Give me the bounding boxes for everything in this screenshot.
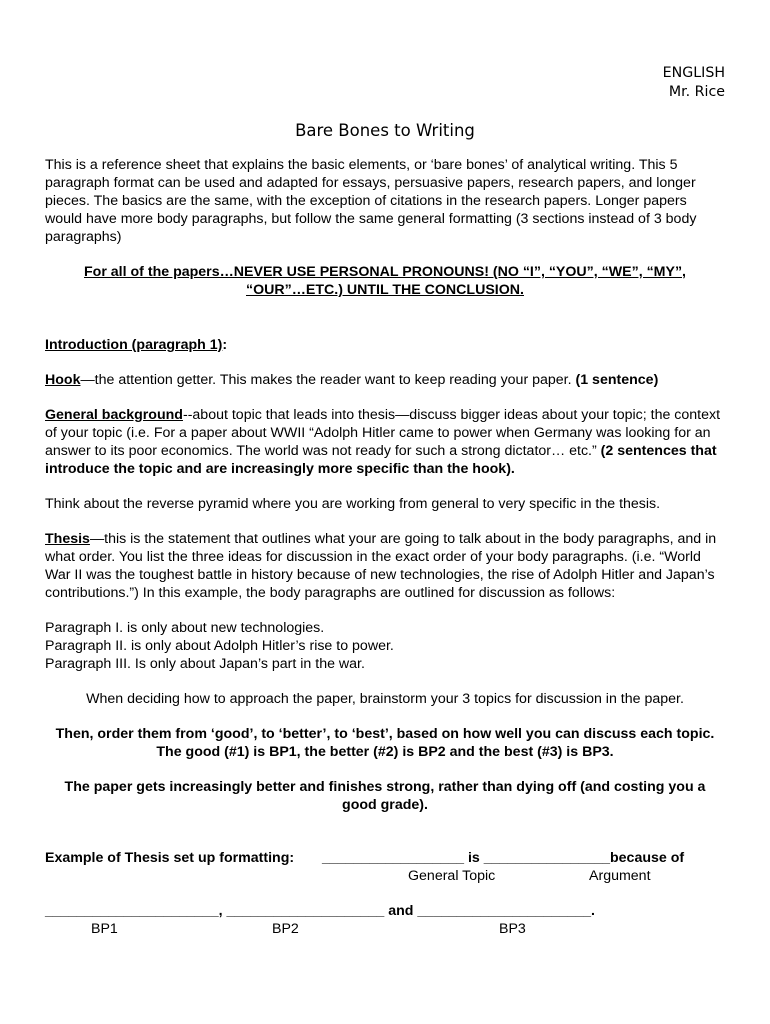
list-item: Paragraph III. Is only about Japan’s part in the war. (45, 656, 365, 672)
thesis-example-label: Example of Thesis set up formatting: (45, 850, 295, 866)
hook-emphasis: (1 sentence) (575, 372, 659, 388)
pronoun-warning-tail: . (520, 282, 524, 298)
general-topic-caption: General Topic (408, 868, 496, 884)
pyramid-note: Think about the reverse pyramid where you are working from general to very specific in the thesis. (45, 496, 661, 512)
bp3-caption: BP3 (499, 921, 526, 937)
thesis-term: Thesis (45, 531, 90, 547)
header-block (45, 64, 725, 102)
is-word: is (464, 850, 484, 866)
blank-general-topic: __________________ (322, 850, 465, 866)
comma-word: , (218, 903, 223, 919)
because-of-word: because of (610, 850, 685, 866)
strong-finish-note: The paper gets increasingly better and finishes strong, rather than dying off (and costing you a good grade). (64, 779, 706, 813)
list-item: Paragraph I. is only about new technologies. (45, 620, 325, 636)
hook-body: —the attention getter. This makes the reader want to keep reading your paper. (80, 372, 576, 388)
argument-caption: Argument (589, 868, 651, 884)
blank-bp1: ______________________ (45, 903, 219, 919)
blank-bp3: ______________________ (417, 903, 592, 919)
brainstorm-note: When deciding how to approach the paper, brainstorm your 3 topics for discussion in the paper. (86, 691, 684, 707)
order-note: Then, order them from ‘good’, to ‘better’, to ‘best’, based on how well you can discuss each topic. The good (#1) is BP1, the better (#2) is BP2 and the best (#3) is BP3. (55, 726, 715, 760)
thesis-template-line (322, 849, 684, 867)
introduction-heading-suffix: : (222, 337, 228, 353)
introduction-heading-label: Introduction (paragraph 1) (45, 337, 223, 353)
list-item: Paragraph II. is only about Adolph Hitler’s rise to power. (45, 638, 394, 654)
document-title: Bare Bones to Writing (295, 121, 475, 140)
hook-paragraph (45, 371, 725, 389)
general-background-paragraph (45, 406, 725, 478)
bp1-caption: BP1 (91, 921, 118, 937)
body-paragraph-template-line (45, 902, 595, 920)
general-background-body: --about topic that leads into thesis—discuss bigger ideas about your topic; the context of your topic (i.e. For a paper about WWII “Adolph Hitler came to power when Germany was looking for an answer to its poor economics. The world was not ready for such a strong dictator… etc.” (45, 407, 721, 459)
document-page (45, 64, 725, 939)
thesis-paragraph (45, 530, 725, 602)
intro-paragraph: This is a reference sheet that explains the basic elements, or ‘bare bones’ of analytical writing. This 5 paragraph format can be used and adapted for essays, persuasive papers, research papers, and longer pieces. The basics are the same, with the exception of citations in the research papers. Longer papers would have more body paragraphs, but follow the same general formatting (3 sections instead of 3 body paragraphs) (45, 157, 697, 245)
thesis-body: —this is the statement that outlines what your are going to talk about in the body paragraphs, and in what order. You list the three ideas for discussion in the exact order of your body paragraphs. (i.e. “World War II was the toughest battle in history because of new technologies, the rise of Adolph Hitler and Japan’s contributions.”) In this example, the body paragraphs are outlined for discussion as follows: (45, 531, 717, 601)
introduction-heading (45, 336, 725, 354)
teacher-name: Mr. Rice (668, 84, 725, 100)
bp2-caption: BP2 (272, 921, 299, 937)
general-background-term: General background (45, 407, 183, 423)
and-word: and (384, 903, 418, 919)
thesis-example (45, 849, 725, 939)
course-name: ENGLISH (662, 65, 725, 81)
blank-argument: ________________ (483, 850, 610, 866)
paragraph-outline-list (45, 619, 725, 673)
period-mark: . (591, 903, 595, 919)
pronoun-warning (45, 263, 725, 299)
blank-bp2: ____________________ (226, 903, 385, 919)
hook-term: Hook (45, 372, 81, 388)
pronoun-warning-text: For all of the papers…NEVER USE PERSONAL PRONOUNS! (NO “I”, “YOU”, “WE”, “MY”, “OUR”…ETC.) UNTIL THE CONCLUSION (84, 264, 686, 298)
general-background-emphasis: (2 sentences that introduce the topic and are increasingly more specific than the hook). (45, 443, 717, 477)
